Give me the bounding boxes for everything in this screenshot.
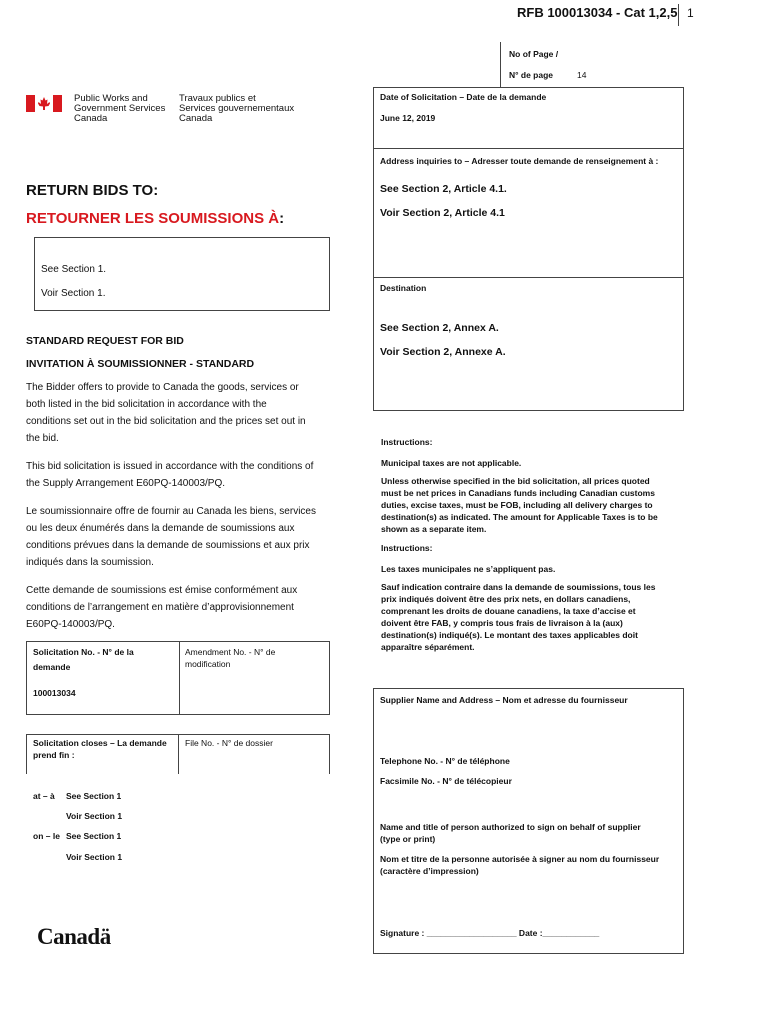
pages-label-en: No of Page /: [509, 49, 559, 59]
date-label: Date of Solicitation – Date de la demande: [380, 92, 547, 102]
instructions-para-line: destination(s) as indicated. The amount for Applicable Taxes is to be: [381, 512, 658, 522]
return-bids-title: RETURN BIDS TO:: [26, 182, 159, 199]
return-bids-title-fr: [26, 210, 284, 227]
solicitation-label-line: demande: [33, 662, 71, 672]
on-value-fr: Voir Section 1: [66, 852, 123, 862]
telephone-label: Telephone No. - N° de téléphone: [380, 756, 510, 766]
page-number: 1: [687, 6, 694, 20]
closes-label: [33, 737, 167, 761]
logo-en-line: Canada: [74, 113, 108, 124]
facsimile-label: Facsimile No. - N° de télécopieur: [380, 776, 512, 786]
header-divider: [678, 4, 679, 26]
at-value-en: See Section 1: [66, 791, 122, 801]
instructions-para-line: prix indiqués doivent être des prix nets, en dollars canadiens,: [381, 594, 631, 604]
canada-flag-icon: [26, 95, 62, 112]
amendment-label-line: Amendment No. - N° de: [185, 647, 276, 657]
instructions-en: [381, 436, 681, 653]
logo-fr-line: Canada: [179, 113, 213, 124]
instructions-label-en: Instructions:: [381, 437, 433, 447]
instructions-para-line: shown as a separate item.: [381, 524, 487, 534]
amendment-label: [185, 646, 275, 670]
body-line: indiqués dans la soumission.: [26, 557, 154, 568]
instructions-para-line: destination(s) indiqué(s). Le montant des taxes applicables doit: [381, 630, 638, 640]
canada-wordmark: Canadä: [37, 924, 111, 949]
date-value: June 12, 2019: [380, 113, 436, 123]
amendment-label-line: modification: [185, 659, 231, 669]
solicitation-box: [26, 641, 330, 715]
logo-fr-line: Services gouvernementaux: [179, 103, 295, 114]
instructions-para-line: comprenant les droits de douane canadiens, la taxe d’accise et: [381, 606, 636, 616]
body-line: This bid solicitation is issued in accordance with the conditions of: [26, 461, 314, 472]
closes-label-line: Solicitation closes – La demande: [33, 738, 167, 748]
destination-line-en: See Section 2, Annex A.: [380, 322, 499, 334]
instructions-para-line: duties, excise taxes, must be FOB, including all delivery charges to: [381, 500, 653, 510]
return-bids-colon: :: [279, 210, 285, 227]
return-bids-title-fr-red: RETOURNER LES SOUMISSIONS À: [26, 210, 280, 227]
destination-box: [373, 277, 684, 411]
body-line: Cette demande de soumissions est émise conformément aux: [26, 585, 298, 596]
return-bids-box: [34, 237, 330, 311]
logo-fr-line: Travaux publics et: [179, 93, 256, 104]
solicitation-label-line: Solicitation No. - N° de la: [33, 647, 134, 657]
name-title-en-line: Name and title of person authorized to sign on behalf of supplier: [380, 822, 641, 832]
pages-label-fr: N° de page: [509, 70, 554, 80]
supplier-box: [373, 688, 684, 954]
standard-request-title-fr: INVITATION À SOUMISSIONNER - STANDARD: [26, 358, 255, 370]
body-line: the Supply Arrangement E60PQ-140003/PQ.: [26, 478, 226, 489]
body-line: The Bidder offers to provide to Canada the goods, services or: [26, 382, 299, 393]
instructions-para-line: doivent être FAB, y compris tous frais de livraison à la (aux): [381, 618, 623, 628]
body-line: E60PQ-140003/PQ.: [26, 619, 115, 630]
department-name-fr: [179, 94, 294, 124]
date-box: [373, 87, 684, 149]
name-title-fr-line: (caractère d’impression): [380, 866, 479, 876]
name-title-en-line: (type or print): [380, 834, 436, 844]
name-title-en: [380, 821, 641, 845]
body-line: conditions prévues dans la demande de soumissions et aux prix: [26, 540, 310, 551]
body-line: conditions set out in the bid solicitation and the prices set out in: [26, 416, 306, 427]
body-line: Le soumissionnaire offre de fournir au Canada les biens, services: [26, 506, 316, 517]
destination-line-fr: Voir Section 2, Annexe A.: [380, 346, 506, 358]
body-line: the bid.: [26, 433, 59, 444]
address-line-fr: Voir Section 2, Article 4.1: [380, 207, 505, 219]
solicitation-divider: [179, 642, 180, 714]
closes-left-border: [26, 734, 27, 774]
instructions-line-fr: Les taxes municipales ne s’appliquent pas.: [381, 564, 556, 574]
return-bids-line-fr: Voir Section 1.: [41, 288, 106, 299]
standard-request-body: [26, 379, 336, 633]
instructions-para-line: must be net prices in Canadians funds including Canadian customs: [381, 488, 655, 498]
on-label: on – le: [33, 831, 60, 841]
rfb-header: RFB 100013034 - Cat 1,2,5: [517, 5, 678, 20]
return-bids-line-en: See Section 1.: [41, 264, 107, 275]
logo-en-line: Public Works and: [74, 93, 148, 104]
address-line-en: See Section 2, Article 4.1.: [380, 183, 507, 195]
signature-line[interactable]: Signature : ___________________ Date :____________: [380, 928, 600, 938]
closes-mid-border: [178, 734, 179, 774]
supplier-label: Supplier Name and Address – Nom et adresse du fournisseur: [380, 695, 628, 705]
name-title-fr-line: Nom et titre de la personne autorisée à signer au nom du fournisseur: [380, 854, 660, 864]
instructions-label-fr: Instructions:: [381, 543, 433, 553]
body-line: both listed in the bid solicitation in accordance with the: [26, 399, 267, 410]
closes-label-line: prend fin :: [33, 750, 75, 760]
at-label: at – à: [33, 791, 55, 801]
logo-en-line: Government Services: [74, 103, 166, 114]
solicitation-value: 100013034: [33, 688, 76, 698]
instructions-para-line: Sauf indication contraire dans la demande de soumissions, tous les: [381, 582, 656, 592]
instructions-line-en: Municipal taxes are not applicable.: [381, 458, 522, 468]
solicitation-label: [33, 646, 134, 673]
closes-right-border: [329, 734, 330, 774]
address-label: Address inquiries to – Adresser toute demande de renseignement à :: [380, 156, 659, 166]
pages-value: 14: [577, 70, 587, 80]
on-value-en: See Section 1: [66, 831, 122, 841]
instructions-para-line: Unless otherwise specified in the bid solicitation, all prices quoted: [381, 476, 650, 486]
standard-request-title: STANDARD REQUEST FOR BID: [26, 335, 184, 347]
pages-box-divider: [500, 42, 501, 88]
name-title-fr: [380, 853, 659, 877]
file-no-label: File No. - N° de dossier: [185, 738, 273, 748]
address-box: [373, 148, 684, 278]
department-name-en: [74, 94, 165, 124]
instructions-para-line: apparaître séparément.: [381, 642, 475, 652]
at-value-fr: Voir Section 1: [66, 811, 123, 821]
body-line: ou les deux énumérés dans la demande de soumissions aux: [26, 523, 295, 534]
destination-label: Destination: [380, 283, 427, 293]
body-line: conditions de l’arrangement en matière d’approvisionnement: [26, 602, 294, 613]
